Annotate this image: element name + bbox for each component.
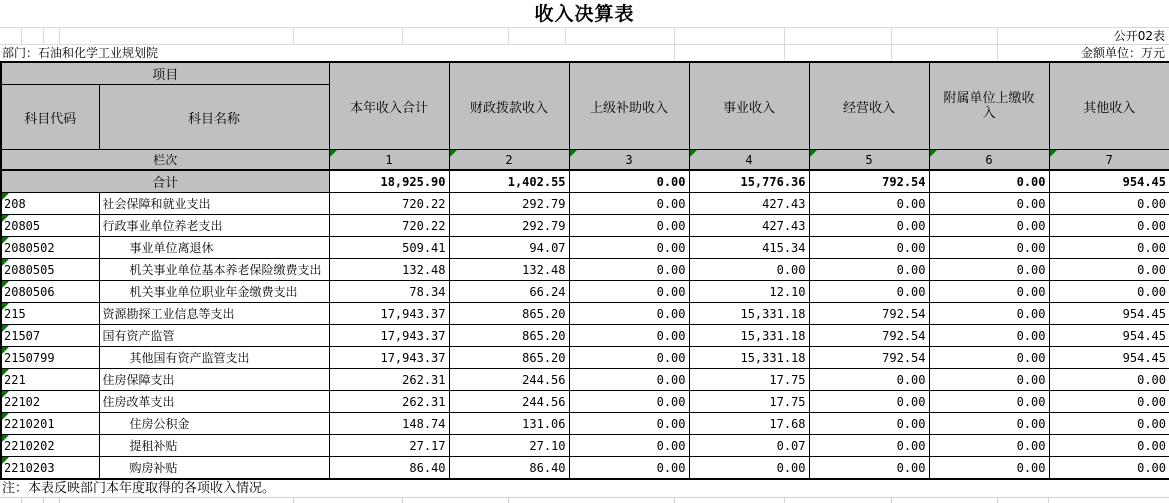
gridline — [293, 498, 294, 503]
total-value-cell[interactable]: 18,925.90 — [329, 170, 449, 193]
unit-label: 金额单位：万元 — [1080, 46, 1165, 60]
value-cell[interactable]: 0.00 — [689, 457, 809, 480]
value-cell[interactable]: 427.43 — [689, 215, 809, 237]
comment-flag-icon — [450, 150, 457, 157]
value-cell[interactable]: 0.00 — [569, 193, 689, 215]
value-cell[interactable]: 94.07 — [449, 237, 569, 259]
subject-code-cell[interactable]: 208 — [1, 193, 99, 215]
subject-code-cell[interactable]: 2080502 — [1, 237, 99, 259]
value-cell[interactable]: 0.00 — [569, 369, 689, 391]
table-row — [1, 237, 1169, 259]
value-cell[interactable]: 865.20 — [449, 303, 569, 325]
header-subject-name[interactable]: 科目名称 — [99, 85, 329, 150]
table-row — [1, 391, 1169, 413]
value-cell[interactable]: 244.56 — [449, 391, 569, 413]
value-cell[interactable]: 865.20 — [449, 325, 569, 347]
header-col-affiliated-unit-remittance[interactable] — [929, 62, 1049, 150]
value-cell[interactable]: 0.00 — [929, 325, 1049, 347]
comment-flag-icon — [2, 435, 9, 442]
table-row — [1, 413, 1169, 435]
value-cell[interactable]: 954.45 — [1049, 347, 1169, 369]
total-value-cell[interactable]: 0.00 — [569, 170, 689, 193]
table-row — [1, 325, 1169, 347]
comment-flag-icon — [2, 303, 9, 310]
subject-code-cell[interactable]: 2080506 — [1, 281, 99, 303]
value-cell[interactable]: 17.75 — [689, 391, 809, 413]
value-cell[interactable]: 17,943.37 — [329, 325, 449, 347]
gridline — [997, 27, 998, 60]
value-cell[interactable]: 509.41 — [329, 237, 449, 259]
subject-name-cell[interactable]: 住房改革支出 — [99, 391, 329, 413]
subject-code-cell[interactable]: 2150799 — [1, 347, 99, 369]
value-cell[interactable]: 0.00 — [929, 281, 1049, 303]
subject-name-cell[interactable]: 社会保障和就业支出 — [99, 193, 329, 215]
gridline — [891, 27, 892, 60]
subject-name-cell[interactable]: 事业单位离退休 — [99, 237, 329, 259]
table-row — [1, 347, 1169, 369]
value-cell[interactable]: 720.22 — [329, 215, 449, 237]
column-index-3[interactable]: 3 — [569, 150, 689, 171]
total-value-cell[interactable]: 1,402.55 — [449, 170, 569, 193]
subject-name-cell[interactable]: 机关事业单位职业年金缴费支出 — [99, 281, 329, 303]
value-cell[interactable]: 0.00 — [569, 413, 689, 435]
subject-name-cell[interactable]: 资源勘探工业信息等支出 — [99, 303, 329, 325]
table-number-label: 公开02表 — [1113, 29, 1165, 43]
gridline — [59, 498, 60, 503]
gridline — [1048, 498, 1049, 503]
value-cell[interactable]: 0.00 — [569, 457, 689, 480]
comment-flag-icon — [810, 150, 817, 157]
value-cell[interactable]: 0.00 — [929, 413, 1049, 435]
value-cell[interactable]: 17.68 — [689, 413, 809, 435]
table-row — [1, 193, 1169, 215]
total-value-cell[interactable]: 0.00 — [929, 170, 1049, 193]
value-cell[interactable]: 17,943.37 — [329, 303, 449, 325]
column-index-row-label[interactable]: 栏次 — [1, 150, 329, 171]
value-cell[interactable]: 131.06 — [449, 413, 569, 435]
value-cell[interactable]: 0.00 — [1049, 281, 1169, 303]
value-cell[interactable]: 292.79 — [449, 193, 569, 215]
subject-name-cell[interactable]: 行政事业单位养老支出 — [99, 215, 329, 237]
subject-name-cell[interactable]: 住房公积金 — [99, 413, 329, 435]
value-cell[interactable]: 954.45 — [1049, 303, 1169, 325]
value-cell[interactable]: 954.45 — [1049, 325, 1169, 347]
subject-code-cell[interactable]: 22102 — [1, 391, 99, 413]
value-cell[interactable]: 86.40 — [329, 457, 449, 480]
bottom-gridlines — [0, 497, 1169, 503]
table-row — [1, 303, 1169, 325]
department-label: 部门：石油和化学工业规划院 — [2, 46, 159, 60]
value-cell[interactable]: 427.43 — [689, 193, 809, 215]
column-index-1[interactable]: 1 — [329, 150, 449, 171]
column-index-5[interactable]: 5 — [809, 150, 929, 171]
value-cell[interactable]: 0.00 — [1049, 435, 1169, 457]
value-cell[interactable]: 17,943.37 — [329, 347, 449, 369]
value-cell[interactable]: 0.00 — [929, 391, 1049, 413]
value-cell[interactable]: 792.54 — [809, 325, 929, 347]
header-subject-code[interactable]: 科目代码 — [1, 85, 99, 150]
value-cell[interactable]: 0.00 — [1049, 237, 1169, 259]
subject-code-cell[interactable]: 2210201 — [1, 413, 99, 435]
comment-flag-icon — [330, 150, 337, 157]
value-cell[interactable]: 262.31 — [329, 391, 449, 413]
top-gridlines — [0, 27, 1169, 61]
value-cell[interactable]: 0.00 — [569, 215, 689, 237]
value-cell[interactable]: 0.00 — [569, 435, 689, 457]
gridline — [997, 498, 998, 503]
header-col-operating-income[interactable]: 经营收入 — [809, 62, 929, 150]
value-cell[interactable]: 0.00 — [1049, 391, 1169, 413]
value-cell[interactable]: 244.56 — [449, 369, 569, 391]
value-cell[interactable]: 12.10 — [689, 281, 809, 303]
comment-flag-icon — [690, 150, 697, 157]
value-cell[interactable]: 0.00 — [809, 391, 929, 413]
value-cell[interactable]: 720.22 — [329, 193, 449, 215]
value-cell[interactable]: 0.00 — [809, 237, 929, 259]
value-cell[interactable]: 132.48 — [329, 259, 449, 281]
value-cell[interactable]: 148.74 — [329, 413, 449, 435]
gridline — [43, 498, 44, 503]
value-cell[interactable]: 27.10 — [449, 435, 569, 457]
table-row — [1, 259, 1169, 281]
gridline — [402, 498, 403, 503]
gridline — [891, 498, 892, 503]
value-cell[interactable]: 15,331.18 — [689, 347, 809, 369]
table-row — [1, 215, 1169, 237]
value-cell[interactable]: 86.40 — [449, 457, 569, 480]
subject-name-cell[interactable]: 住房保障支出 — [99, 369, 329, 391]
header-col-fiscal-appropriation-income[interactable]: 财政拨款收入 — [449, 62, 569, 150]
gridline — [21, 498, 22, 503]
subject-code-cell[interactable]: 2080505 — [1, 259, 99, 281]
gridline — [674, 27, 675, 60]
gridline — [565, 27, 566, 44]
value-cell[interactable]: 0.00 — [809, 435, 929, 457]
value-cell[interactable]: 0.07 — [689, 435, 809, 457]
table-row — [1, 457, 1169, 480]
value-cell[interactable]: 132.48 — [449, 259, 569, 281]
subject-name-cell[interactable]: 提租补贴 — [99, 435, 329, 457]
value-cell[interactable]: 0.00 — [569, 391, 689, 413]
table-note: 注：本表反映部门本年度取得的各项收入情况。 — [2, 481, 276, 496]
subject-code-cell[interactable]: 2210202 — [1, 435, 99, 457]
gridline — [784, 498, 785, 503]
gridline — [59, 27, 60, 44]
header-project[interactable]: 项目 — [1, 62, 329, 85]
column-index-4[interactable]: 4 — [689, 150, 809, 171]
total-row-label[interactable]: 合计 — [1, 170, 329, 193]
comment-flag-icon — [2, 325, 9, 332]
value-cell[interactable]: 0.00 — [929, 193, 1049, 215]
gridline — [674, 498, 675, 503]
value-cell[interactable]: 0.00 — [809, 369, 929, 391]
comment-flag-icon — [570, 150, 577, 157]
value-cell[interactable]: 0.00 — [809, 457, 929, 480]
table-row — [1, 435, 1169, 457]
value-cell[interactable]: 78.34 — [329, 281, 449, 303]
subject-name-cell[interactable]: 国有资产监管 — [99, 325, 329, 347]
subject-code-cell[interactable]: 221 — [1, 369, 99, 391]
gridline — [508, 27, 509, 44]
comment-flag-icon — [2, 281, 9, 288]
comment-flag-icon — [2, 215, 9, 222]
value-cell[interactable]: 0.00 — [569, 259, 689, 281]
income-final-accounts-table — [0, 61, 1169, 480]
value-cell[interactable]: 0.00 — [929, 303, 1049, 325]
value-cell[interactable]: 0.00 — [1049, 215, 1169, 237]
value-cell[interactable]: 0.00 — [569, 281, 689, 303]
value-cell[interactable]: 0.00 — [809, 281, 929, 303]
value-cell[interactable]: 0.00 — [689, 259, 809, 281]
table-row — [1, 369, 1169, 391]
column-index-2[interactable]: 2 — [449, 150, 569, 171]
value-cell[interactable]: 0.00 — [569, 347, 689, 369]
gridline — [21, 27, 22, 44]
value-cell[interactable]: 27.17 — [329, 435, 449, 457]
comment-flag-icon — [930, 150, 937, 157]
comment-flag-icon — [2, 391, 9, 398]
value-cell[interactable]: 15,331.18 — [689, 303, 809, 325]
header-col-total-income[interactable]: 本年收入合计 — [329, 62, 449, 150]
comment-flag-icon — [2, 369, 9, 376]
value-cell[interactable]: 0.00 — [929, 435, 1049, 457]
sheet-title: 收入决算表 — [534, 3, 635, 25]
value-cell[interactable]: 865.20 — [449, 347, 569, 369]
value-cell[interactable]: 262.31 — [329, 369, 449, 391]
subject-code-cell[interactable]: 2210203 — [1, 457, 99, 480]
subject-name-cell[interactable]: 机关事业单位基本养老保险缴费支出 — [99, 259, 329, 281]
value-cell[interactable]: 792.54 — [809, 303, 929, 325]
value-cell[interactable]: 792.54 — [809, 347, 929, 369]
value-cell[interactable]: 0.00 — [1049, 369, 1169, 391]
header-col-superior-subsidy-income[interactable]: 上级补助收入 — [569, 62, 689, 150]
value-cell[interactable]: 292.79 — [449, 215, 569, 237]
value-cell[interactable]: 15,331.18 — [689, 325, 809, 347]
value-cell[interactable]: 0.00 — [929, 259, 1049, 281]
value-cell[interactable]: 0.00 — [929, 215, 1049, 237]
value-cell[interactable]: 0.00 — [929, 457, 1049, 480]
value-cell[interactable]: 0.00 — [569, 303, 689, 325]
value-cell[interactable]: 0.00 — [809, 259, 929, 281]
subject-name-cell[interactable]: 购房补贴 — [99, 457, 329, 480]
comment-flag-icon — [2, 347, 9, 354]
value-cell[interactable]: 415.34 — [689, 237, 809, 259]
gridline — [784, 27, 785, 60]
value-cell[interactable]: 0.00 — [1049, 413, 1169, 435]
total-value-cell[interactable]: 792.54 — [809, 170, 929, 193]
header-col-affiliated-unit-remittance-label: 附属单位上缴收入 — [943, 91, 1035, 121]
gridline — [43, 27, 44, 44]
value-cell[interactable]: 0.00 — [569, 325, 689, 347]
comment-flag-icon — [1050, 150, 1057, 157]
comment-flag-icon — [2, 259, 9, 266]
table-row — [1, 281, 1169, 303]
value-cell[interactable]: 0.00 — [809, 215, 929, 237]
value-cell[interactable]: 0.00 — [929, 237, 1049, 259]
value-cell[interactable]: 0.00 — [809, 193, 929, 215]
gridline — [293, 27, 294, 44]
value-cell[interactable]: 0.00 — [809, 413, 929, 435]
gridline — [402, 27, 403, 44]
column-index-7[interactable]: 7 — [1049, 150, 1169, 171]
header-col-institutional-income[interactable]: 事业收入 — [689, 62, 809, 150]
comment-flag-icon — [2, 193, 9, 200]
value-cell[interactable]: 0.00 — [1049, 193, 1169, 215]
subject-code-cell[interactable]: 215 — [1, 303, 99, 325]
gridline — [508, 498, 509, 503]
value-cell[interactable]: 66.24 — [449, 281, 569, 303]
subject-name-cell[interactable]: 其他国有资产监管支出 — [99, 347, 329, 369]
value-cell[interactable]: 17.75 — [689, 369, 809, 391]
column-index-6[interactable]: 6 — [929, 150, 1049, 171]
value-cell[interactable]: 0.00 — [929, 369, 1049, 391]
total-value-cell[interactable]: 15,776.36 — [689, 170, 809, 193]
subject-code-cell[interactable]: 20805 — [1, 215, 99, 237]
comment-flag-icon — [2, 413, 9, 420]
value-cell[interactable]: 0.00 — [1049, 457, 1169, 480]
comment-flag-icon — [2, 237, 9, 244]
total-value-cell[interactable]: 954.45 — [1049, 170, 1169, 193]
value-cell[interactable]: 0.00 — [929, 347, 1049, 369]
subject-code-cell[interactable]: 21507 — [1, 325, 99, 347]
value-cell[interactable]: 0.00 — [569, 237, 689, 259]
header-col-other-income[interactable]: 其他收入 — [1049, 62, 1169, 150]
value-cell[interactable]: 0.00 — [1049, 259, 1169, 281]
